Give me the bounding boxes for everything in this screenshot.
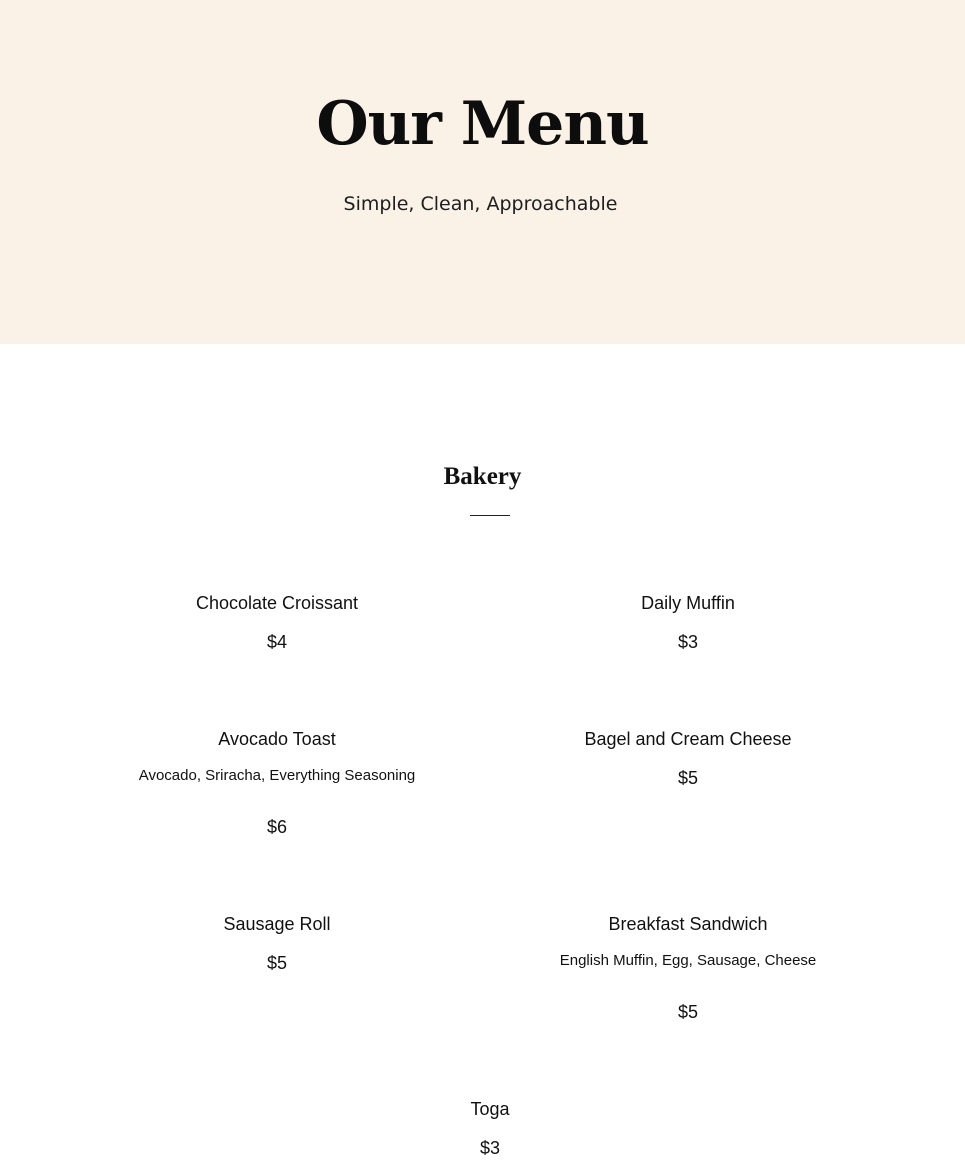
menu-item-name: Bagel and Cream Cheese [584,729,792,749]
page-title: Our Menu [316,89,649,159]
menu-item-description: English Muffin, Egg, Sausage, Cheese [559,952,817,969]
menu-item-name: Sausage Roll [223,914,331,934]
menu-item-price: $5 [677,768,699,788]
menu-item-price: $4 [266,632,288,652]
menu-item-price: $5 [266,953,288,973]
menu-item-description: Avocado, Sriracha, Everything Seasoning [138,767,416,784]
menu-item-name: Chocolate Croissant [195,593,359,613]
menu-item-name: Daily Muffin [641,593,735,613]
section-divider [470,515,510,516]
section-title: Bakery [443,463,522,490]
menu-item-price: $3 [479,1138,501,1158]
menu-item-name: Toga [470,1099,510,1119]
menu-item-name: Avocado Toast [218,729,336,749]
menu-item-price: $5 [677,1002,699,1022]
menu-hero [0,0,965,344]
menu-item-price: $6 [266,817,288,837]
menu-item-name: Breakfast Sandwich [608,914,768,934]
menu-item-price: $3 [677,632,699,652]
page-subtitle: Simple, Clean, Approachable [343,193,618,215]
